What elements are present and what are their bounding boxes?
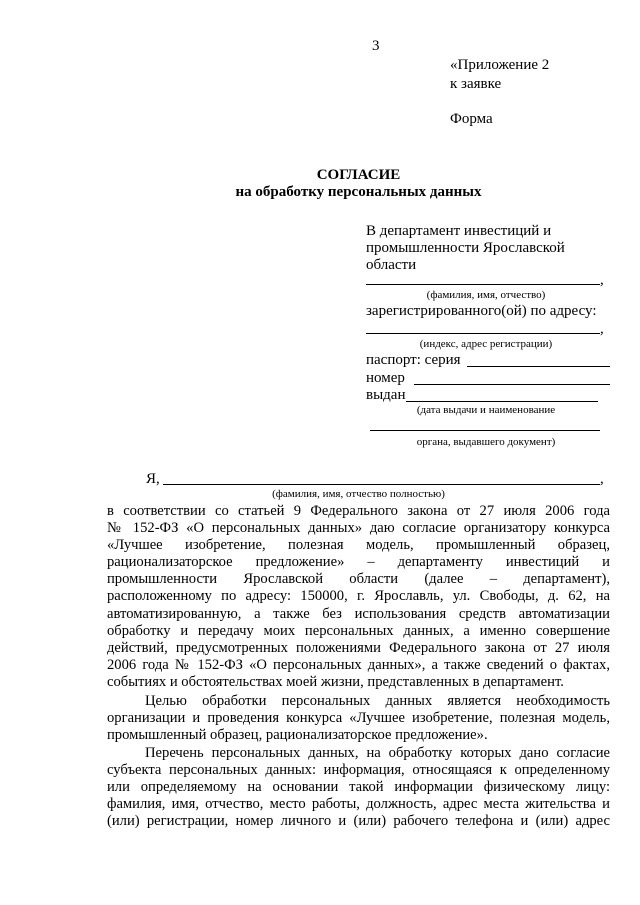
paragraph-line: «Лучшее изобретение, полезная модель, промышленный образец, bbox=[107, 537, 610, 554]
paragraph-line: (или) регистрации, номер личного и (или) рабочего телефона и (или) адрес bbox=[107, 813, 610, 830]
addressee-line-3: области bbox=[366, 257, 417, 273]
full-name-comma: , bbox=[600, 471, 604, 487]
paragraph-line: Перечень персональных данных, на обработку которых дано согласие bbox=[145, 745, 610, 761]
form-label: Форма bbox=[450, 111, 493, 127]
address-caption: (индекс, адрес регистрации) bbox=[419, 338, 553, 350]
addressee-line-1: В департамент инвестиций и bbox=[366, 223, 552, 239]
paragraph-line: или определяемому на основании такой информации физическому лицу: bbox=[107, 779, 610, 796]
to-request-label: к заявке bbox=[450, 76, 502, 92]
paragraph-line: 2006 года № 152-ФЗ «О персональных данных», а также сведений о фактах, bbox=[107, 656, 610, 673]
name-comma: , bbox=[600, 272, 604, 288]
passport-number-label: номер bbox=[366, 370, 405, 386]
passport-series-fill-line bbox=[467, 366, 610, 367]
paragraph-line: организации и проведения конкурса «Лучшее изобретение, полезная модель, bbox=[107, 710, 610, 727]
purpose-paragraph bbox=[107, 693, 610, 744]
issuer-fill-line bbox=[370, 430, 600, 431]
full-name-caption: (фамилия, имя, отчество полностью) bbox=[272, 488, 445, 500]
paragraph-line: промышленный образец, рационализаторское предложение». bbox=[107, 727, 488, 744]
issue-caption-1: (дата выдачи и наименование bbox=[416, 404, 556, 416]
paragraph-line: автоматизированную, а также без использования средств автоматизации bbox=[107, 605, 610, 622]
issued-label: выдан bbox=[366, 387, 406, 403]
document-title: СОГЛАСИЕ bbox=[316, 167, 401, 183]
passport-series-label: паспорт: серия bbox=[366, 352, 461, 368]
paragraph-line: № 152-ФЗ «О персональных данных» даю согласие организатору конкурса bbox=[107, 520, 610, 537]
paragraph-line: Целью обработки персональных данных является необходимость bbox=[145, 693, 610, 709]
paragraph-line: промышленности Ярославской области (далее – департамент), bbox=[107, 571, 610, 588]
paragraph-line: действий, предусмотренных положениями Федерального закона от 27 июля bbox=[107, 639, 610, 656]
passport-number-fill-line bbox=[414, 384, 610, 385]
paragraph-line: фамилия, имя, отчество, место работы, должность, адрес места жительства и bbox=[107, 796, 610, 813]
addressee-line-2: промышленности Ярославской bbox=[366, 240, 565, 256]
issue-caption-2: органа, выдавшего документ) bbox=[416, 436, 556, 448]
paragraph-line: рационализаторское предложение» – департаменту инвестиций и bbox=[107, 554, 610, 571]
name-fill-line bbox=[366, 284, 600, 285]
full-name-fill-line bbox=[163, 484, 600, 485]
appendix-label: «Приложение 2 bbox=[450, 57, 550, 73]
paragraph-line: расположенному по адресу: 150000, г. Ярославль, ул. Свободы, д. 62, на bbox=[107, 588, 610, 605]
i-label: Я, bbox=[146, 471, 160, 487]
paragraph-line: событиях и обстоятельствах моей жизни, представленных в департамент. bbox=[107, 673, 564, 690]
data-list-paragraph bbox=[107, 745, 610, 830]
document-subtitle: на обработку персональных данных bbox=[235, 184, 482, 200]
consent-paragraph-1 bbox=[107, 503, 610, 691]
page-number: 3 bbox=[372, 38, 380, 54]
name-caption: (фамилия, имя, отчество) bbox=[426, 289, 546, 301]
paragraph-line: в соответствии со статьей 9 Федерального закона от 27 июля 2006 года bbox=[107, 503, 610, 519]
paragraph-line: обработку и передачу моих персональных данных, а именно совершение bbox=[107, 622, 610, 639]
registered-label: зарегистрированного(ой) по адресу: bbox=[366, 303, 597, 319]
paragraph-line: субъекта персональных данных: информация, относящаяся к определенному bbox=[107, 762, 610, 779]
address-fill-line bbox=[366, 333, 600, 334]
address-comma: , bbox=[600, 321, 604, 337]
issued-fill-line bbox=[406, 401, 598, 402]
